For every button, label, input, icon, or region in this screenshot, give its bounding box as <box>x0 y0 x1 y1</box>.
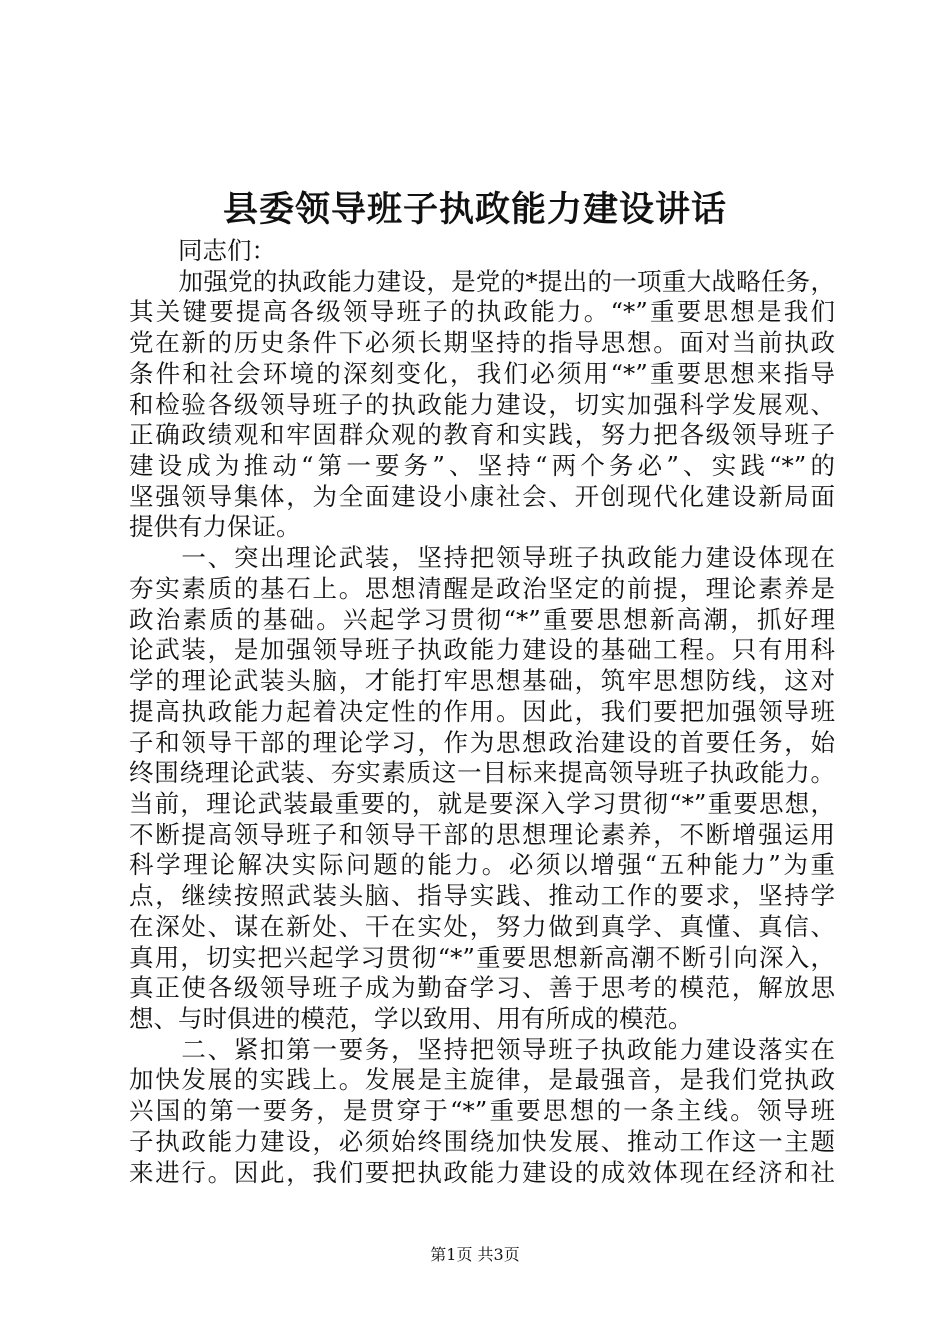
text-line: 一、突出理论武装，坚持把领导班子执政能力建设体现在 <box>129 543 835 573</box>
text-line: 政治素质的基础。兴起学习贯彻“*”重要思想新高潮，抓好理 <box>129 604 835 634</box>
text-line: 同志们： <box>129 236 276 265</box>
text-line: 和检验各级领导班子的执政能力建设，切实加强科学发展观、 <box>129 389 835 419</box>
text-line: 条件和社会环境的深刻变化，我们必须用“*”重要思想来指导 <box>129 358 835 388</box>
text-line: 党在新的历史条件下必须长期坚持的指导思想。面对当前执政 <box>129 328 835 358</box>
text-line: 点，继续按照武装头脑、指导实践、推动工作的要求，坚持学 <box>129 881 835 911</box>
text-line: 二、紧扣第一要务，坚持把领导班子执政能力建设落实在 <box>129 1034 835 1064</box>
page-footer: 第1页 共3页 <box>430 1245 520 1264</box>
text-line: 子执政能力建设，必须始终围绕加快发展、推动工作这一主题 <box>129 1126 835 1156</box>
text-line: 坚强领导集体，为全面建设小康社会、开创现代化建设新局面 <box>129 481 835 511</box>
text-line: 在深处、谋在新处、干在实处，努力做到真学、真懂、真信、 <box>129 911 835 941</box>
text-line: 想、与时俱进的模范，学以致用、用有所成的模范。 <box>129 1003 693 1033</box>
text-line: 加快发展的实践上。发展是主旋律，是最强音，是我们党执政 <box>129 1065 835 1095</box>
text-line: 子和领导干部的理论学习，作为思想政治建设的首要任务，始 <box>129 727 835 757</box>
text-line: 不断提高领导班子和领导干部的思想理论素养，不断增强运用 <box>129 819 835 849</box>
text-line: 论武装，是加强领导班子执政能力建设的基础工程。只有用科 <box>129 635 835 665</box>
document-body <box>129 236 835 1188</box>
text-line: 夯实素质的基石上。思想清醒是政治坚定的前提，理论素养是 <box>129 573 835 603</box>
text-line: 兴国的第一要务，是贯穿于“*”重要思想的一条主线。领导班 <box>129 1096 835 1126</box>
text-line: 加强党的执政能力建设，是党的*提出的一项重大战略任务， <box>129 266 835 296</box>
text-line: 建设成为推动“第一要务”、坚持“两个务必”、实践“*”的 <box>129 451 835 481</box>
text-line: 其关键要提高各级领导班子的执政能力。“*”重要思想是我们 <box>129 297 835 327</box>
text-line: 当前，理论武装最重要的，就是要深入学习贯彻“*”重要思想， <box>129 788 835 818</box>
text-line: 学的理论武装头脑，才能打牢思想基础，筑牢思想防线，这对 <box>129 666 835 696</box>
document-title: 县委领导班子执政能力建设讲话 <box>222 189 727 230</box>
text-line: 终围绕理论武装、夯实素质这一目标来提高领导班子执政能力。 <box>129 758 835 788</box>
text-line: 提高执政能力起着决定性的作用。因此，我们要把加强领导班 <box>129 696 835 726</box>
text-line: 真用，切实把兴起学习贯彻“*”重要思想新高潮不断引向深入， <box>129 942 835 972</box>
text-line: 真正使各级领导班子成为勤奋学习、善于思考的模范，解放思 <box>129 973 835 1003</box>
text-line: 来进行。因此，我们要把执政能力建设的成效体现在经济和社 <box>129 1157 835 1187</box>
text-line: 提供有力保证。 <box>129 512 301 542</box>
text-line: 正确政绩观和牢固群众观的教育和实践，努力把各级领导班子 <box>129 420 835 450</box>
text-line: 科学理论解决实际问题的能力。必须以增强“五种能力”为重 <box>129 850 835 880</box>
